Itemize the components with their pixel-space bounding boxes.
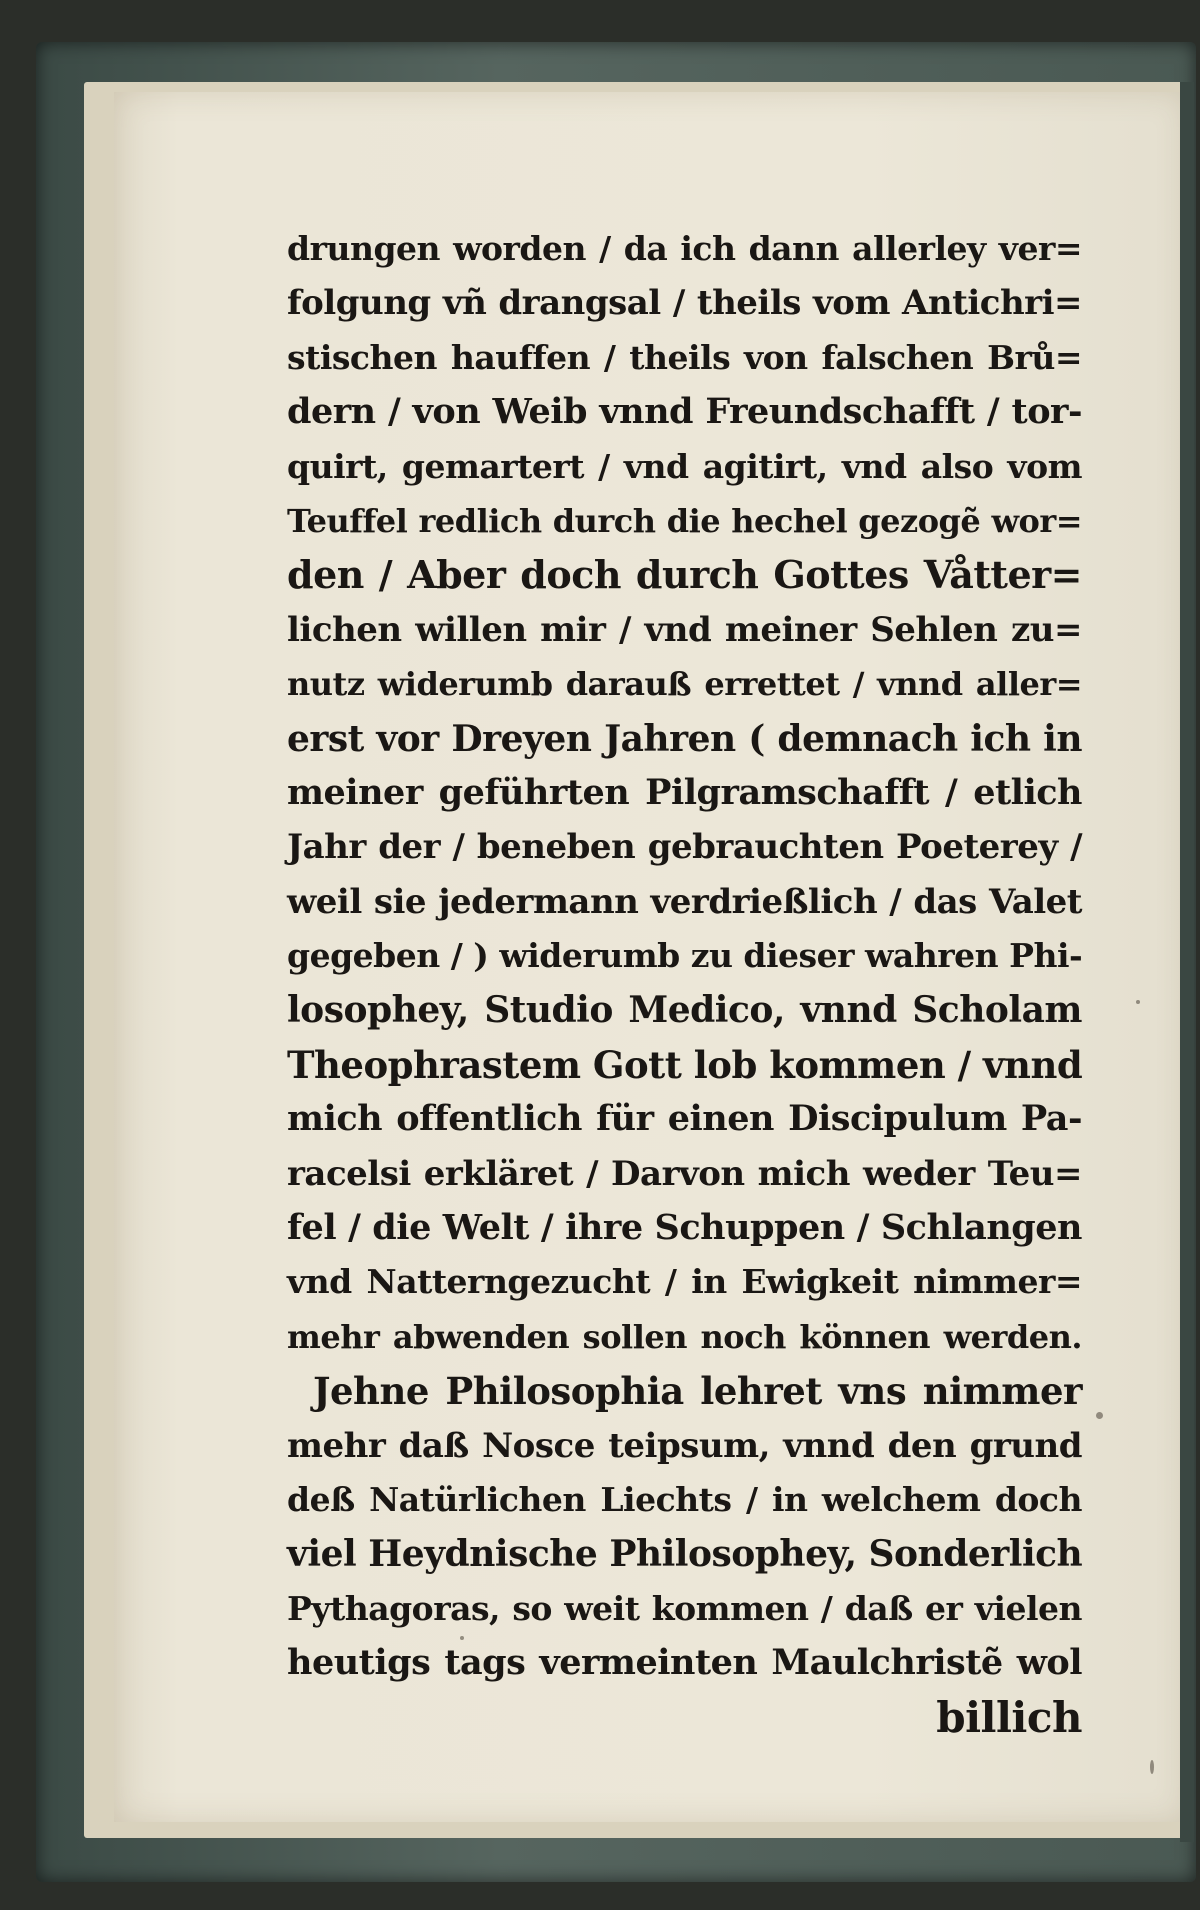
paper-speck (1096, 1412, 1103, 1419)
text-line: weil sie jedermann verdrießlich / das Valet (287, 881, 1082, 922)
text-line: Pythagoras, so weit kommen / daß er vielen (287, 1588, 1082, 1628)
text-line: quirt, gemartert / vnd agitirt, vnd also vom (287, 446, 1082, 486)
text-line: erst vor Dreyen Jahren ( demnach ich in (287, 717, 1082, 760)
catchword: billich (936, 1692, 1082, 1742)
text-line: mich offentlich für einen Discipulum Pa- (287, 1098, 1082, 1140)
text-line: deß Natürlichen Liechts / in welchem doch (287, 1479, 1082, 1519)
paper-speck (1136, 1000, 1140, 1004)
text-line: viel Heydnische Philosophey, Sonderlich (287, 1533, 1083, 1576)
text-line: racelsi erkläret / Darvon mich weder Teu= (287, 1153, 1082, 1194)
text-line: stischen hauffen / theils von falschen Brů= (287, 337, 1082, 377)
text-line: drungen worden / da ich dann allerley ver= (287, 229, 1082, 268)
text-line: nutz widerumb darauß errettet / vnnd aller= (287, 665, 1082, 704)
text-line: meiner geführten Pilgramschafft / etlich (287, 771, 1082, 813)
text-line: gegeben / ) widerumb zu dieser wahren Phi- (287, 936, 1083, 976)
text-line: vnd Natterngezucht / in Ewigkeit nimmer= (287, 1262, 1082, 1302)
text-line: folgung vñ drangsal / theils vom Antichri= (287, 283, 1082, 324)
text-line: Jahr der / beneben gebrauchten Poeterey / (287, 827, 1082, 868)
text-line: lichen willen mir / vnd meiner Sehlen zu= (287, 609, 1082, 650)
text-line: dern / von Weib vnnd Freundschafft / tor- (287, 391, 1082, 433)
text-line: mehr abwenden sollen noch können werden. (287, 1317, 1082, 1356)
text-line: Theophrastem Gott lob kommen / vnnd (287, 1042, 1083, 1087)
text-line: Jehne Philosophia lehret vns nimmer (313, 1369, 1082, 1414)
text-line: Teuffel redlich durch die hechel gezogẽ wor= (287, 501, 1082, 540)
text-line: losophey, Studio Medico, vnnd Scholam (287, 989, 1082, 1032)
page-text (287, 222, 1082, 1745)
text-line: den / Aber doch durch Gottes Våtter= (287, 552, 1082, 598)
text-line: mehr daß Nosce teipsum, vnnd den grund (287, 1425, 1082, 1466)
paper-speck (1150, 1760, 1154, 1774)
text-line: fel / die Welt / ihre Schuppen / Schlangen (287, 1207, 1082, 1249)
text-line: heutigs tags vermeinten Maulchristẽ wol (287, 1642, 1082, 1684)
cover-right-edge (1180, 82, 1194, 1842)
